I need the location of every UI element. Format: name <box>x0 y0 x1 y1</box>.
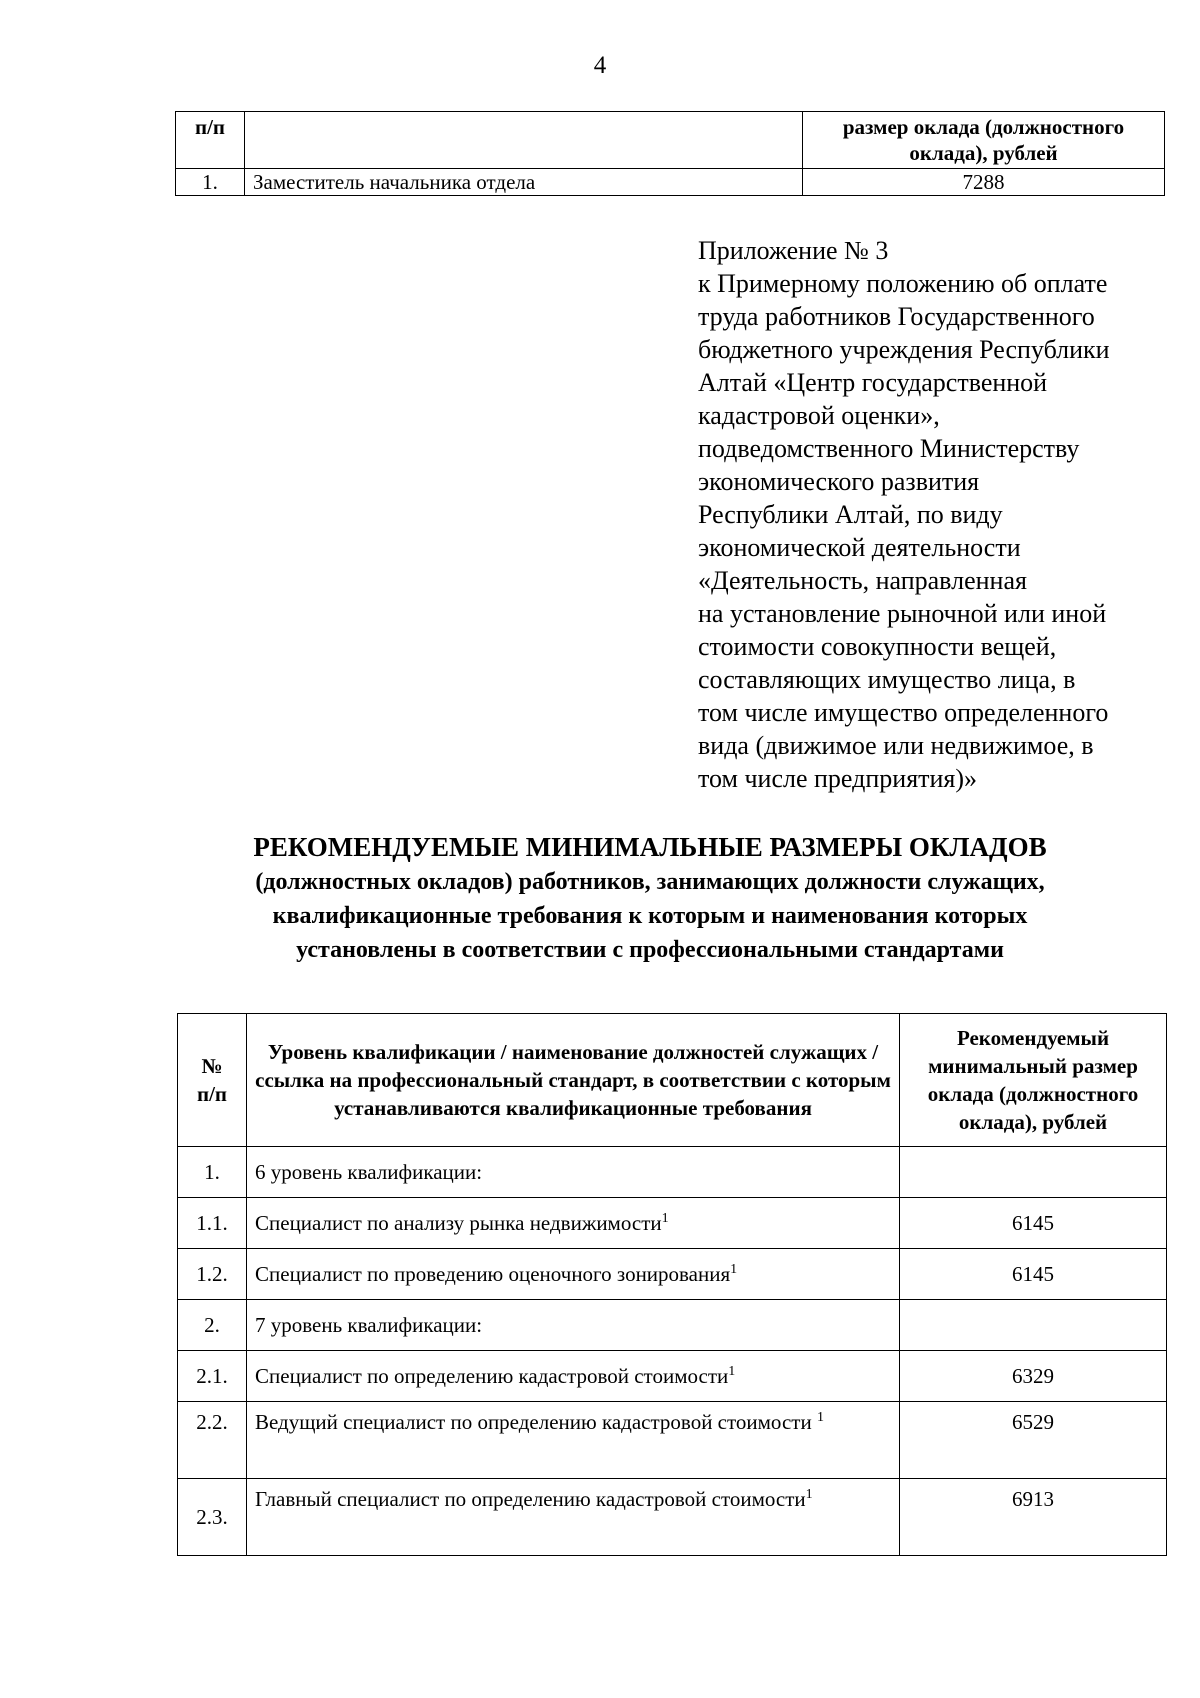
appendix-line: Республики Алтай, по виду <box>698 500 1003 529</box>
header-num-line2: п/п <box>196 1082 228 1106</box>
row-position <box>247 1249 900 1300</box>
row-salary: 7288 <box>803 169 1165 196</box>
header-num: п/п <box>176 112 245 169</box>
appendix-line: экономического развития <box>698 467 980 496</box>
position-name: Ведущий специалист по определению кадастровой стоимости <box>255 1410 812 1434</box>
row-position <box>247 1479 900 1556</box>
footnote-mark: 1 <box>730 1262 738 1277</box>
appendix-reference <box>698 234 1178 795</box>
footnote-mark: 1 <box>728 1364 736 1379</box>
appendix-line: экономической деятельности <box>698 533 1021 562</box>
row-position <box>247 1351 900 1402</box>
position-name: Специалист по проведению оценочного зонирования <box>255 1262 731 1286</box>
position-name: Специалист по анализу рынка недвижимости <box>255 1211 662 1235</box>
header-salary: размер оклада (должностного оклада), рублей <box>803 112 1165 169</box>
table-row <box>178 1479 1167 1556</box>
row-salary: 6913 <box>900 1479 1167 1556</box>
appendix-line: Приложение № 3 <box>698 236 889 265</box>
table-row <box>178 1249 1167 1300</box>
table-row <box>178 1402 1167 1479</box>
salary-table <box>177 1013 1167 1556</box>
header-salary: Рекомендуемый минимальный размер оклада (должностного оклада), рублей <box>900 1014 1167 1147</box>
row-position: 7 уровень квалификации: <box>247 1300 900 1351</box>
appendix-line: подведомственного Министерству <box>698 434 1080 463</box>
appendix-line: стоимости совокупности вещей, <box>698 632 1057 661</box>
footnote-mark: 1 <box>661 1211 669 1226</box>
row-salary: 6145 <box>900 1198 1167 1249</box>
continued-salary-table <box>175 111 1165 196</box>
row-num: 1.1. <box>178 1198 247 1249</box>
heading-subtitle-line: (должностных окладов) работников, занимающих должности служащих, <box>255 869 1045 895</box>
row-num: 2.2. <box>178 1402 247 1479</box>
heading-subtitle-line: установлены в соответствии с профессиональными стандартами <box>296 937 1004 963</box>
header-num <box>178 1014 247 1147</box>
row-num: 1. <box>176 169 245 196</box>
appendix-line: труда работников Государственного <box>698 302 1095 331</box>
row-num: 2.1. <box>178 1351 247 1402</box>
row-num: 1.2. <box>178 1249 247 1300</box>
table-header-row <box>176 112 1165 169</box>
appendix-line: на установление рыночной или иной <box>698 599 1107 628</box>
footnote-mark: 1 <box>805 1487 813 1502</box>
appendix-line: том числе предприятия)» <box>698 764 978 793</box>
document-heading <box>100 830 1200 967</box>
row-num: 1. <box>178 1147 247 1198</box>
appendix-line: бюджетного учреждения Республики <box>698 335 1110 364</box>
footnote-mark: 1 <box>816 1410 824 1425</box>
heading-title: РЕКОМЕНДУЕМЫЕ МИНИМАЛЬНЫЕ РАЗМЕРЫ ОКЛАДОВ <box>253 832 1047 862</box>
page-number: 4 <box>593 52 607 79</box>
appendix-line: составляющих имущество лица, в <box>698 665 1076 694</box>
table-row <box>176 169 1165 196</box>
header-num-line1: № <box>201 1054 223 1078</box>
row-salary: 6529 <box>900 1402 1167 1479</box>
row-position: 6 уровень квалификации: <box>247 1147 900 1198</box>
row-position <box>247 1198 900 1249</box>
row-salary <box>900 1300 1167 1351</box>
appendix-line: Алтай «Центр государственной <box>698 368 1048 397</box>
row-salary <box>900 1147 1167 1198</box>
row-position <box>247 1402 900 1479</box>
header-position: Уровень квалификации / наименование должностей служащих / ссылка на профессиональный стандарт, в соответствии с которым устанавливаются квалификационные требования <box>247 1014 900 1147</box>
row-salary: 6329 <box>900 1351 1167 1402</box>
position-name: Специалист по определению кадастровой стоимости <box>255 1364 729 1388</box>
heading-subtitle-line: квалификационные требования к которым и наименования которых <box>272 903 1028 929</box>
row-salary: 6145 <box>900 1249 1167 1300</box>
appendix-line: «Деятельность, направленная <box>698 566 1027 595</box>
appendix-line: том числе имущество определенного <box>698 698 1109 727</box>
row-num: 2. <box>178 1300 247 1351</box>
appendix-line: к Примерному положению об оплате <box>698 269 1108 298</box>
table-row <box>178 1147 1167 1198</box>
row-position: Заместитель начальника отдела <box>245 169 803 196</box>
appendix-line: кадастровой оценки», <box>698 401 940 430</box>
header-name <box>245 112 803 169</box>
appendix-line: вида (движимое или недвижимое, в <box>698 731 1094 760</box>
table-header-row <box>178 1014 1167 1147</box>
table-row <box>178 1351 1167 1402</box>
table-row <box>178 1198 1167 1249</box>
position-name: Главный специалист по определению кадастровой стоимости <box>255 1487 806 1511</box>
table-row <box>178 1300 1167 1351</box>
row-num: 2.3. <box>178 1479 247 1556</box>
